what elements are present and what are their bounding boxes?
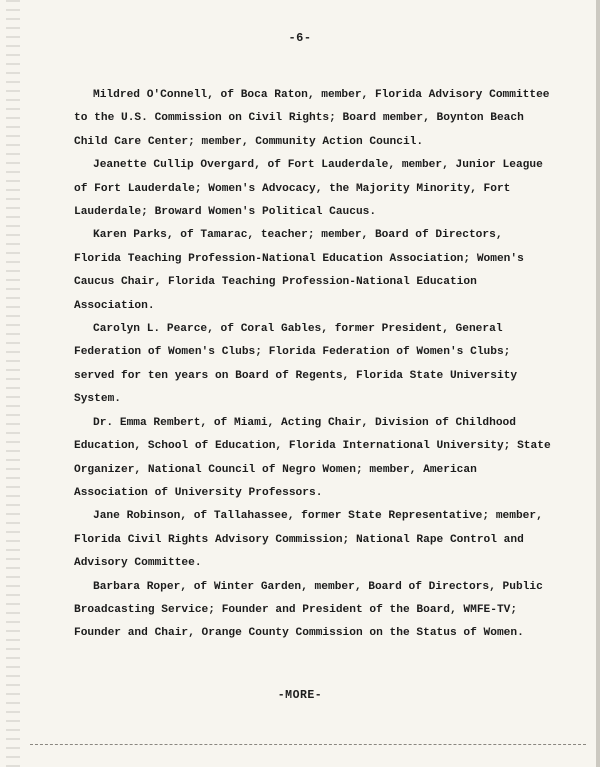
member-entry-oconnell: Mildred O'Connell, of Boca Raton, member, Florida Advisory Committee to the U.S. Commission on Civil Rights; Board member, Boynton Beach Child Care Center; member, Community Action Council. — [74, 89, 550, 148]
member-entry-pearce: Carolyn L. Pearce, of Coral Gables, former President, General Federation of Women's Clubs; Florida Federation of Women's Clubs; served for ten years on Board of Regents, Florida State University System. — [74, 323, 518, 406]
more-marker: -MORE- — [277, 689, 323, 702]
member-list — [74, 84, 554, 646]
member-entry-roper: Barbara Roper, of Winter Garden, member, Board of Directors, Public Broadcasting Service; Founder and President of the Board, WMFE-TV; Founder and Chair, Orange County Commission on the Status of Women. — [74, 580, 543, 640]
member-entry-parks: Karen Parks, of Tamarac, teacher; member, Board of Directors, Florida Teaching Profession-National Education Association; Women's Caucus Chair, Florida Teaching Profession-National Education Association. — [74, 229, 524, 312]
page-number: -6- — [288, 31, 312, 45]
scan-edge-left — [6, 0, 20, 767]
page-bottom-edge — [30, 744, 586, 745]
scan-edge-right — [596, 0, 600, 767]
member-entry-overgard: Jeanette Cullip Overgard, of Fort Lauderdale, member, Junior League of Fort Lauderdale; Women's Advocacy, the Majority Minority, Fort Lauderdale; Broward Women's Political Caucus. — [74, 159, 543, 219]
member-entry-rembert: Dr. Emma Rembert, of Miami, Acting Chair, Division of Childhood Education, School of Education, Florida International University; State Organizer, National Council of Negro Women; member, American Association of University Professors. — [74, 416, 551, 499]
member-entry-robinson: Jane Robinson, of Tallahassee, former State Representative; member, Florida Civil Rights Advisory Commission; National Rape Control and Advisory Committee. — [74, 510, 543, 570]
